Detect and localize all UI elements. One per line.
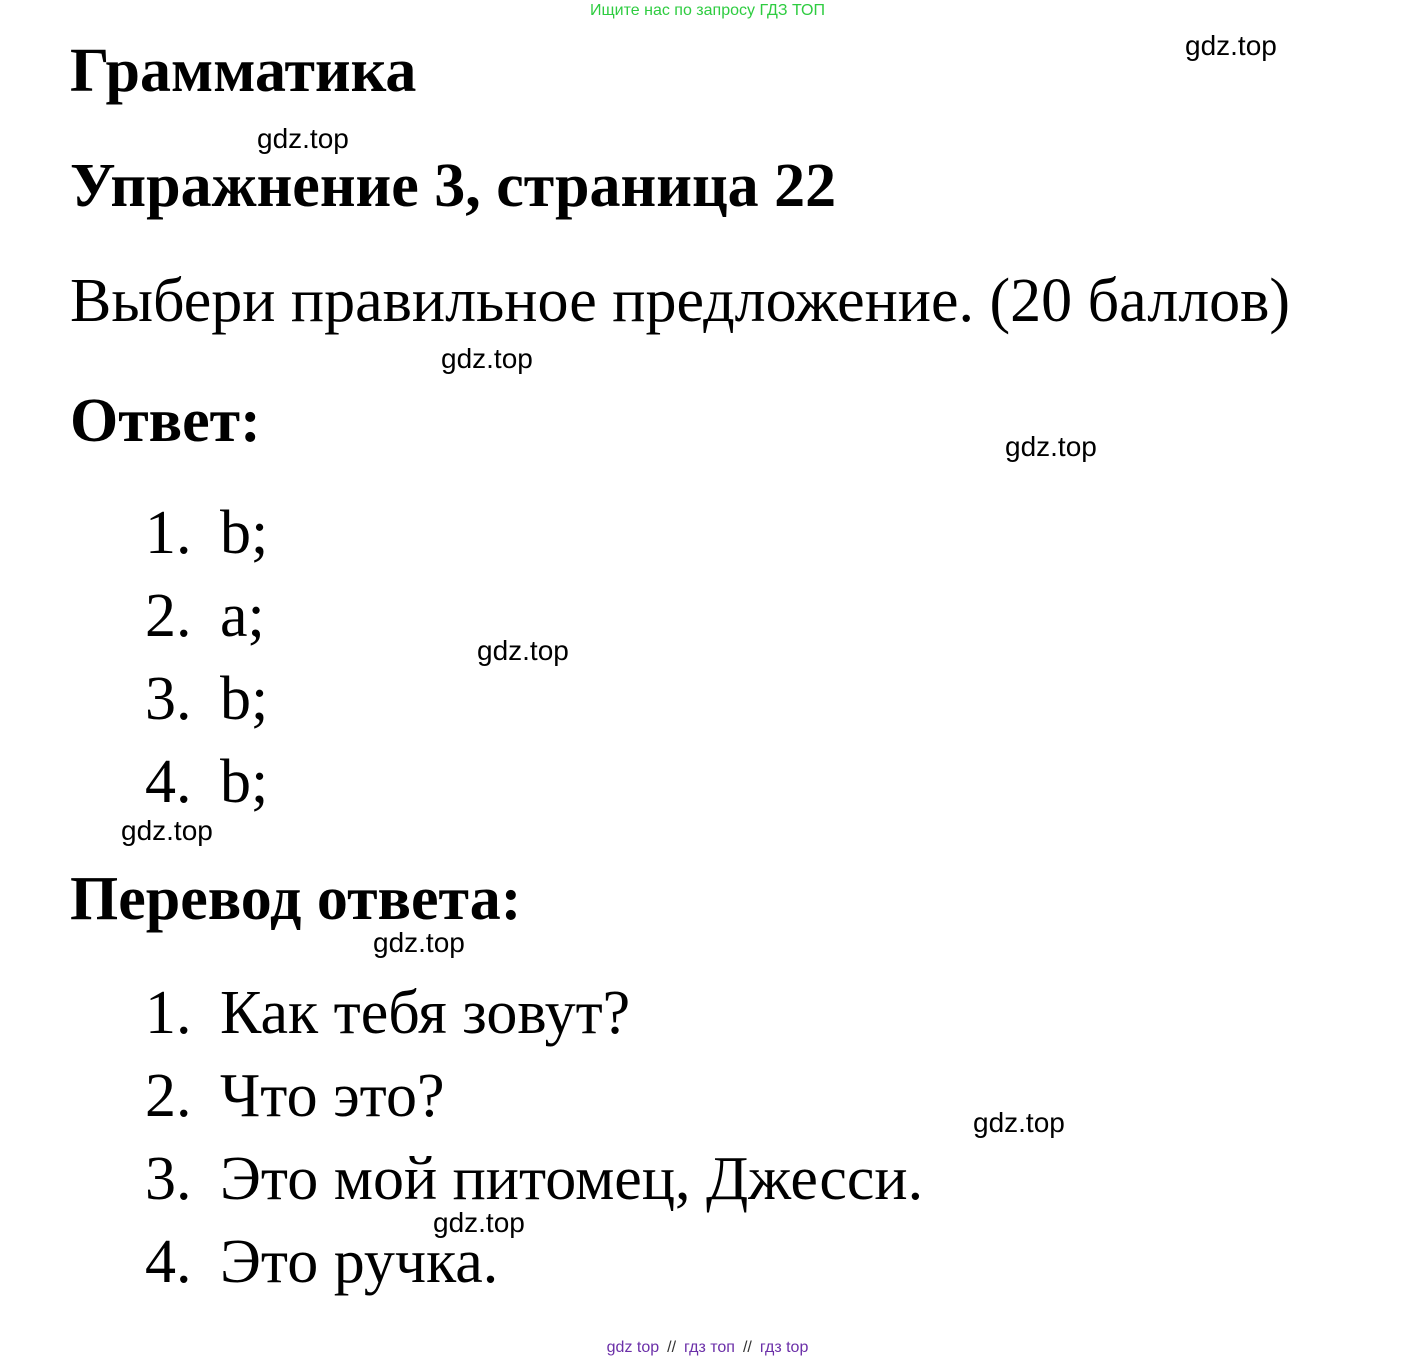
watermark: gdz.top (441, 343, 533, 374)
item-text: b; (220, 499, 269, 567)
watermark: gdz.top (121, 815, 213, 846)
item-number: 1. (145, 979, 192, 1047)
translation-heading: Перевод ответа: (70, 865, 522, 933)
item-number: 3. (145, 1145, 192, 1213)
answer-heading: Ответ: (70, 387, 261, 455)
item-number: 4. (145, 1228, 192, 1296)
list-item (145, 575, 268, 658)
list-item (145, 492, 268, 575)
search-hint-banner: Ищите нас по запросу ГДЗ ТОП (590, 2, 825, 19)
footer-link[interactable]: гдз топ (684, 1339, 735, 1356)
footer-separator: // (667, 1339, 677, 1356)
item-text: Это ручка. (220, 1228, 499, 1296)
exercise-title: Упражнение 3, страница 22 (70, 152, 837, 220)
watermark: gdz.top (1005, 431, 1097, 462)
footer-links (0, 1339, 1415, 1357)
footer-link[interactable]: gdz top (606, 1339, 660, 1356)
list-item (145, 1138, 923, 1221)
item-text: b; (220, 748, 269, 816)
list-item (145, 1221, 923, 1304)
watermark: gdz.top (973, 1107, 1065, 1138)
footer-separator: // (742, 1339, 752, 1356)
list-item (145, 741, 268, 824)
item-number: 1. (145, 499, 192, 567)
footer-link[interactable]: гдз top (759, 1339, 809, 1356)
item-text: Что это? (220, 1062, 445, 1130)
item-number: 4. (145, 748, 192, 816)
task-text: Выбери правильное предложение. (20 баллов) (70, 267, 1291, 335)
watermark: gdz.top (257, 123, 349, 154)
item-text: Это мой питомец, Джесси. (220, 1145, 924, 1213)
list-item (145, 1055, 923, 1138)
answer-list (145, 492, 268, 824)
item-text: b; (220, 665, 269, 733)
item-number: 2. (145, 582, 192, 650)
watermark: gdz.top (477, 635, 569, 666)
translation-list (145, 972, 923, 1304)
list-item (145, 972, 923, 1055)
section-title: Грамматика (70, 37, 417, 105)
item-number: 2. (145, 1062, 192, 1130)
watermark: gdz.top (1185, 30, 1277, 61)
list-item (145, 658, 268, 741)
item-number: 3. (145, 665, 192, 733)
item-text: Как тебя зовут? (220, 979, 631, 1047)
watermark: gdz.top (373, 927, 465, 958)
item-text: a; (220, 582, 265, 650)
watermark: gdz.top (433, 1207, 525, 1238)
